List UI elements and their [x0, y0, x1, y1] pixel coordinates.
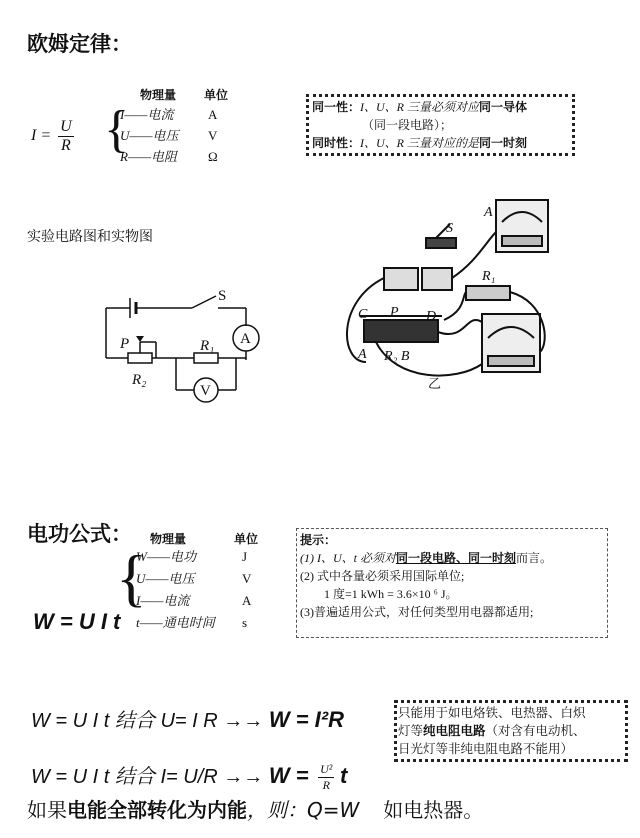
- electric-work-title: 电功公式：: [27, 522, 132, 546]
- row-sym: t——通电时间: [136, 615, 215, 630]
- row-sym: I——电流: [120, 107, 174, 122]
- electric-work-formula: W = U I t: [33, 609, 121, 634]
- conclusion-bold: 电能全部转化为内能: [67, 798, 247, 822]
- row-sym: R——电阻: [120, 149, 178, 164]
- row-sym: W——电功: [136, 549, 196, 564]
- table-head-unit: 单位: [204, 88, 229, 102]
- derivation-2-pre: W = U I t 结合 I= U/R →→: [31, 766, 264, 788]
- electric-work-unit-list: [242, 546, 251, 634]
- label-s: S: [218, 288, 227, 304]
- derivation-2-num: U²: [320, 762, 333, 777]
- row-unit: V: [242, 571, 252, 586]
- note-bold: 同一时刻: [479, 136, 528, 150]
- table-head-unit-2: 单位: [234, 532, 259, 546]
- tip-l1-post: 而言。: [516, 551, 553, 565]
- derivation-2: [31, 760, 347, 793]
- note-line2-bold: 纯电阻电路: [423, 724, 486, 738]
- note-bold: 同一导体: [479, 100, 528, 114]
- formula-lhs: I =: [31, 127, 52, 145]
- derivation-2-result: W =: [268, 763, 309, 788]
- row-unit: J: [242, 549, 248, 564]
- pure-resistance-note: [398, 704, 628, 758]
- photo-label-r2b: R₂ B: [384, 349, 410, 364]
- ohms-law-note: [312, 98, 574, 152]
- row-unit: s: [242, 615, 248, 630]
- apparatus-sketch: [336, 192, 554, 392]
- label-ammeter: A: [240, 331, 251, 347]
- formula-numerator: U: [60, 118, 72, 135]
- photo-label-d: D: [426, 309, 437, 324]
- tip-l2: (2) 式中各量必须采用国际单位;: [300, 569, 465, 583]
- row-sym: I——电流: [136, 593, 190, 608]
- photo-label-p: P: [390, 305, 399, 320]
- derivation-1-pre: W = U I t 结合 U= I R →→: [31, 710, 264, 732]
- photo-label-s: S: [446, 221, 453, 236]
- tip-l3: 1 度=1 kWh = 3.6×10 ⁶ J。: [324, 587, 458, 601]
- brace-2: {: [116, 542, 147, 613]
- table-head-qty-2: 物理量: [150, 532, 187, 546]
- row-unit: V: [208, 128, 218, 143]
- label-p: P: [120, 336, 130, 352]
- note-line1: 只能用于如电烙铁、电热器、白炽: [398, 706, 586, 720]
- note-label: 同一性：: [312, 100, 361, 114]
- row-unit: A: [208, 107, 218, 122]
- conclusion-pre: 如果: [27, 798, 67, 822]
- label-r1: R₁: [200, 338, 215, 354]
- ohms-law-unit-list: [208, 104, 218, 167]
- tip-l1-pre: (1) I、U、t 必须对: [300, 551, 396, 565]
- photo-label-a2: A: [358, 347, 367, 362]
- conclusion-line: [27, 794, 483, 823]
- ohms-law-symbol-list: [120, 104, 179, 167]
- formula-denominator: R: [61, 137, 71, 154]
- row-unit: Ω: [208, 149, 218, 164]
- experiment-caption: 实验电路图和实物图: [27, 229, 153, 245]
- table-head-qty: 物理量: [140, 88, 177, 102]
- note-line2-pre: 灯等: [398, 724, 424, 738]
- conclusion-mid: ，则：Q=W: [247, 798, 360, 822]
- electric-work-symbol-list: [136, 546, 215, 634]
- note-text: I、U、R 三量必须对应: [360, 100, 480, 114]
- label-r2: R₂: [132, 372, 147, 388]
- note-line2: （同一段电路）；: [362, 118, 453, 132]
- note-text: I、U、R 三量对应的是: [360, 136, 480, 150]
- tip-l4: (3)普遍适用公式，对任何类型用电器都适用;: [300, 605, 534, 619]
- derivation-2-den: R: [322, 778, 330, 793]
- note-line3: 日光灯等非纯电阻电路不能用）: [398, 742, 574, 756]
- note-line2-post: （对含有电动机、: [485, 724, 586, 738]
- row-unit: A: [242, 593, 252, 608]
- derivation-1-result: W = I²R: [268, 707, 344, 732]
- tip-l1-bold: 同一段电路、同一时刻: [396, 551, 517, 565]
- derivation-2-t: t: [339, 763, 348, 788]
- tip-text: [300, 531, 604, 621]
- ohms-law-title: 欧姆定律：: [27, 32, 132, 56]
- brace: {: [104, 101, 129, 158]
- note-label: 同时性：: [312, 136, 361, 150]
- ohms-law-formula: [31, 118, 74, 155]
- derivation-1: [31, 704, 344, 733]
- photo-label-c: C: [358, 307, 368, 322]
- row-sym: U——电压: [136, 571, 195, 586]
- photo-label-yi: 乙: [428, 377, 442, 392]
- label-voltmeter: V: [200, 383, 211, 399]
- photo-label-a: A: [484, 205, 493, 220]
- circuit-diagram: [96, 282, 276, 407]
- photo-label-r1: R₁: [482, 269, 496, 284]
- conclusion-post: 如电热器。: [383, 798, 484, 822]
- tip-head: 提示：: [300, 533, 337, 547]
- row-sym: U——电压: [120, 128, 179, 143]
